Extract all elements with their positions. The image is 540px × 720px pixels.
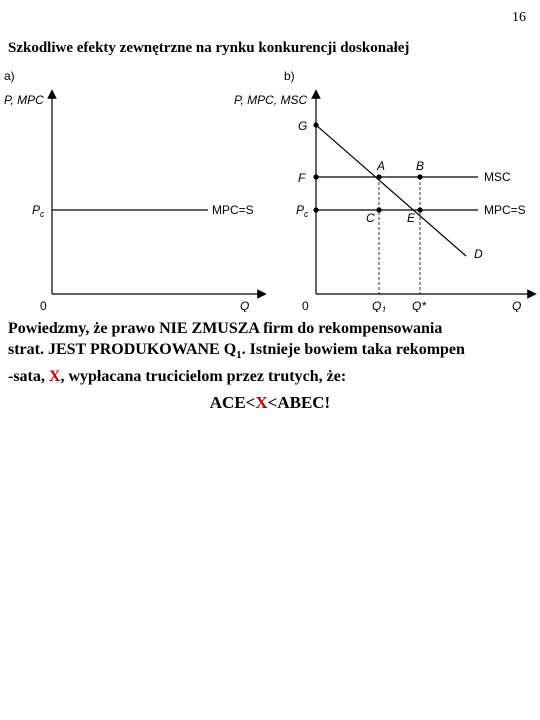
compensation-x: X bbox=[48, 368, 61, 386]
point-e bbox=[417, 207, 422, 212]
point-f bbox=[313, 174, 318, 179]
panel-a-pc-label: $P_c$ bbox=[32, 203, 45, 219]
panel-b-x-axis-label: Q bbox=[512, 299, 522, 312]
demand-line bbox=[316, 125, 466, 256]
demand-label: D bbox=[474, 247, 483, 261]
point-pc bbox=[313, 207, 318, 212]
panel-b bbox=[234, 69, 532, 312]
point-g bbox=[313, 122, 318, 127]
label-c: C bbox=[366, 211, 375, 225]
panel-a-mpc-label: MPC=S bbox=[212, 203, 254, 217]
paragraph-line-1: Powiedzmy, że prawo NIE ZMUSZA firm do rekompensowania bbox=[8, 320, 443, 337]
point-a bbox=[376, 174, 381, 179]
panel-b-pc-label: $P_c$ bbox=[296, 203, 309, 219]
point-b bbox=[417, 174, 422, 179]
qstar-label: Q* bbox=[412, 299, 427, 312]
explanation-paragraph bbox=[8, 318, 536, 387]
panel-a-origin: 0 bbox=[40, 299, 47, 312]
inequality-formula: ACE<X<ABEC! bbox=[209, 393, 331, 412]
externality-figure bbox=[0, 62, 540, 312]
panel-b-origin: 0 bbox=[302, 299, 309, 312]
label-b: B bbox=[416, 159, 425, 173]
formula-x: X bbox=[255, 393, 268, 412]
panel-a bbox=[4, 69, 262, 312]
paragraph-line-2: strat. JEST PRODUKOWANE $Q_1$. Istnieje bowiem taka rekompen bbox=[8, 341, 465, 362]
label-e: E bbox=[407, 211, 416, 225]
label-g: G bbox=[298, 119, 308, 133]
page-number: 16 bbox=[512, 10, 526, 25]
paragraph-line-3: -sata, X, wypłacana trucicielom przez trutych, że: bbox=[8, 368, 347, 386]
panel-a-x-axis-label: Q bbox=[240, 299, 250, 312]
label-f: F bbox=[298, 171, 306, 185]
label-a: A bbox=[377, 159, 386, 173]
mpc-label: MPC=S bbox=[484, 203, 526, 217]
q1-label: $Q_1$ bbox=[372, 299, 387, 312]
msc-label: MSC bbox=[484, 170, 511, 184]
panel-a-label: a) bbox=[4, 69, 15, 83]
panel-a-y-axis-label: P, MPC bbox=[4, 93, 44, 107]
panel-b-y-axis-label: P, MPC, MSC bbox=[234, 93, 308, 107]
panel-b-label: b) bbox=[284, 69, 295, 83]
slide-title: Szkodliwe efekty zewnętrzne na rynku konkurencji doskonałej bbox=[8, 40, 410, 56]
point-c bbox=[376, 207, 381, 212]
